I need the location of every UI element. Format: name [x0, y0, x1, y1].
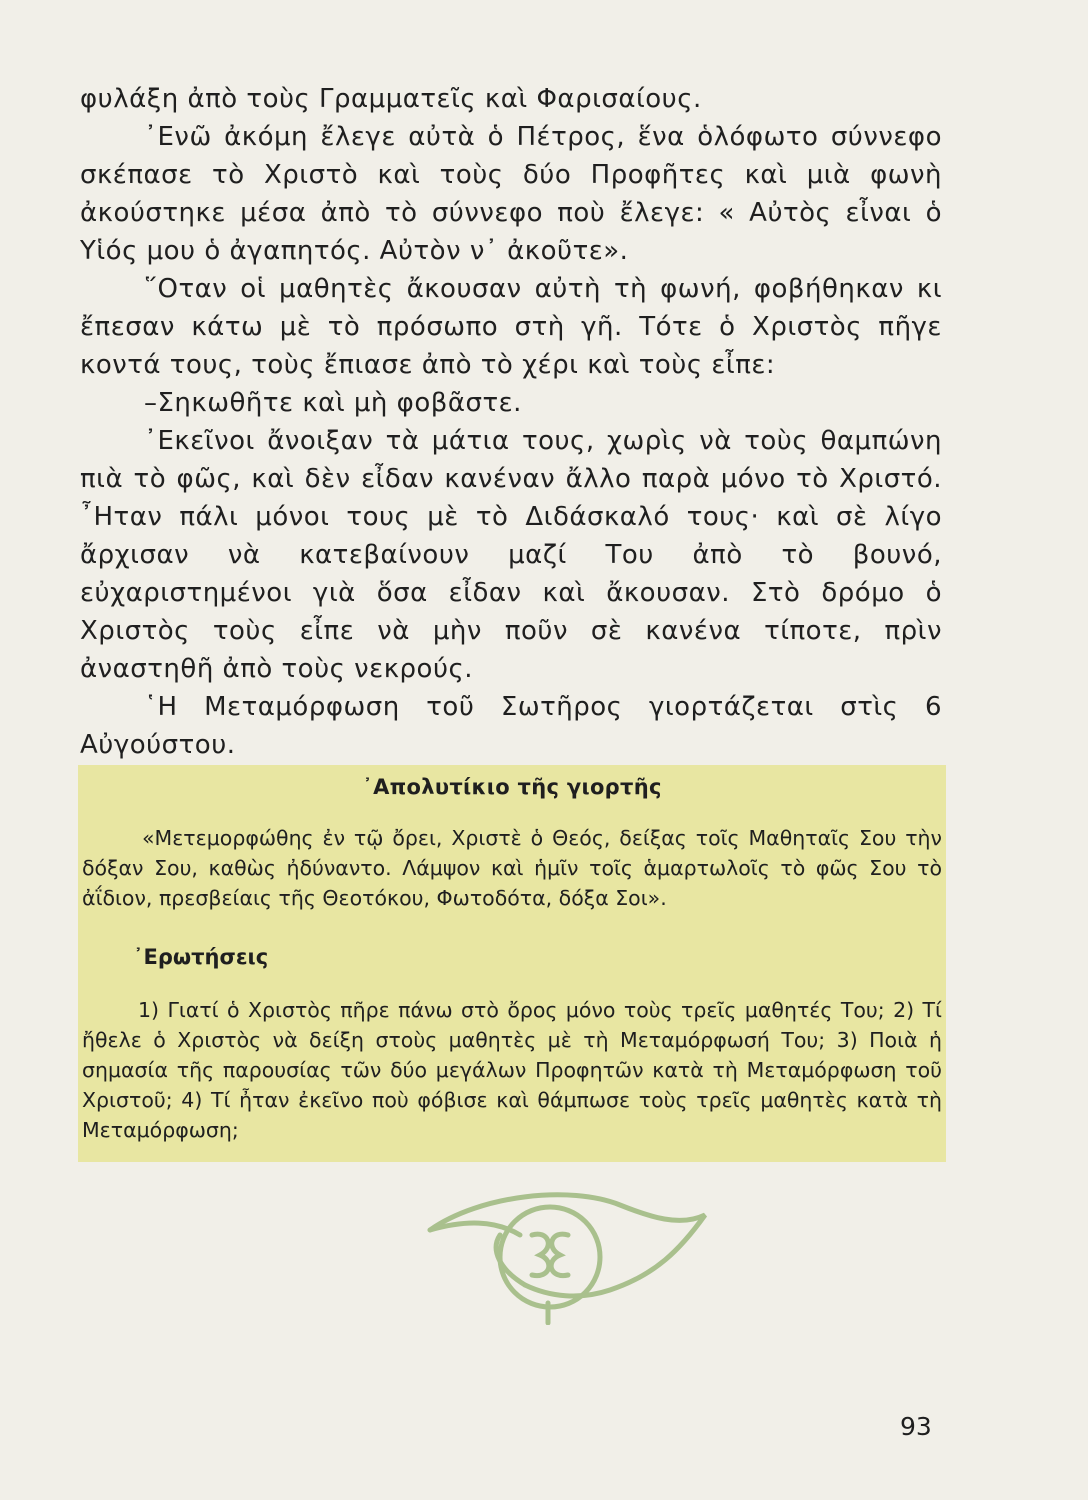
apolytikio-title: ᾿Απολυτίκιο τῆς γιορτῆς — [362, 775, 662, 799]
body-paragraph: ῾Η Μεταμόρφωση τοῦ Σωτῆρος γιορτάζεται στὶς 6 Αὐγούστου. — [80, 692, 942, 760]
body-paragraph: –Σηκωθῆτε καὶ μὴ φοβᾶστε. — [144, 388, 522, 418]
page-number: 93 — [900, 1412, 932, 1441]
questions-title: ᾿Ερωτήσεις — [133, 945, 269, 969]
body-paragraph: ῞Οταν οἱ μαθητὲς ἄκουσαν αὐτὴ τὴ φωνή, φοβήθηκαν κι ἔπεσαν κάτω μὲ τὸ πρόσωπο στὴ γῆ. Τότε ὁ Χριστὸς πῆγε κοντά τους, τοὺς ἔπιασε ἀπὸ τὸ χέρι καὶ τοὺς εἶπε: — [80, 274, 942, 380]
questions-text: 1) Γιατί ὁ Χριστὸς πῆρε πάνω στὸ ὄρος μόνο τοὺς τρεῖς μαθητές Του; 2) Τί ἤθελε ὁ Χριστὸς νὰ δείξη στοὺς μαθητὲς μὲ τὴ Μεταμόρφωσή Του; 3) Ποιὰ ἡ σημασία τῆς παρουσίας τῶν δύο μεγάλων Προφητῶν κατὰ τὴ Μεταμόρφωση τοῦ Χριστοῦ; 4) Τί ἦταν ἐκεῖνο ποὺ φόβισε καὶ θάμπωσε τοὺς τρεῖς μαθητὲς κατὰ τὴ Μεταμόρφωση; — [82, 998, 942, 1142]
body-paragraph: ᾿Ενῶ ἀκόμη ἔλεγε αὐτὰ ὁ Πέτρος, ἕνα ὁλόφωτο σύννεφο σκέπασε τὸ Χριστὸ καὶ τοὺς δύο Προφῆτες καὶ μιὰ φωνὴ ἀκούστηκε μέσα ἀπὸ τὸ σύννεφο ποὺ ἔλεγε: « Αὐτὸς εἶναι ὁ Υἱός μου ὁ ἀγαπητός. Αὐτὸν ν᾿ ἀκοῦτε». — [80, 122, 942, 266]
body-paragraph: φυλάξη ἀπὸ τοὺς Γραμματεῖς καὶ Φαρισαίους. — [80, 84, 702, 114]
apolytikio-box — [78, 765, 946, 1162]
apolytikio-text: «Μετεμορφώθης ἐν τῷ ὄρει, Χριστὲ ὁ Θεός, δείξας τοῖς Μαθηταῖς Σου τὴν δόξαν Σου, καθὼς ἠδύναντο. Λάμψον καὶ ἡμῖν τοῖς ἁμαρτωλοῖς τὸ φῶς Σου τὸ ἀΐδιον, πρεσβείαις τῆς Θεοτόκου, Φωτοδότα, δόξα Σοι». — [82, 826, 942, 910]
body-paragraph: ᾿Εκεῖνοι ἄνοιξαν τὰ μάτια τους, χωρὶς νὰ τοὺς θαμπώνη πιὰ τὸ φῶς, καὶ δὲν εἶδαν κανέναν ἄλλο παρὰ μόνο τὸ Χριστό. ῏Ηταν πάλι μόνοι τους μὲ τὸ Διδάσκαλό τους· καὶ σὲ λίγο ἄρχισαν νὰ κατεβαίνουν μαζί Του ἀπὸ τὸ βουνό, εὐχαριστημένοι γιὰ ὅσα εἶδαν καὶ ἄκουσαν. Στὸ δρόμο ὁ Χριστὸς τοὺς εἶπε νὰ μὴν ποῦν σὲ κανένα τίποτε, πρὶν ἀναστηθῆ ἀπὸ τοὺς νεκρούς. — [80, 426, 942, 684]
body-text — [80, 80, 942, 764]
eye-emblem-icon — [420, 1175, 710, 1325]
